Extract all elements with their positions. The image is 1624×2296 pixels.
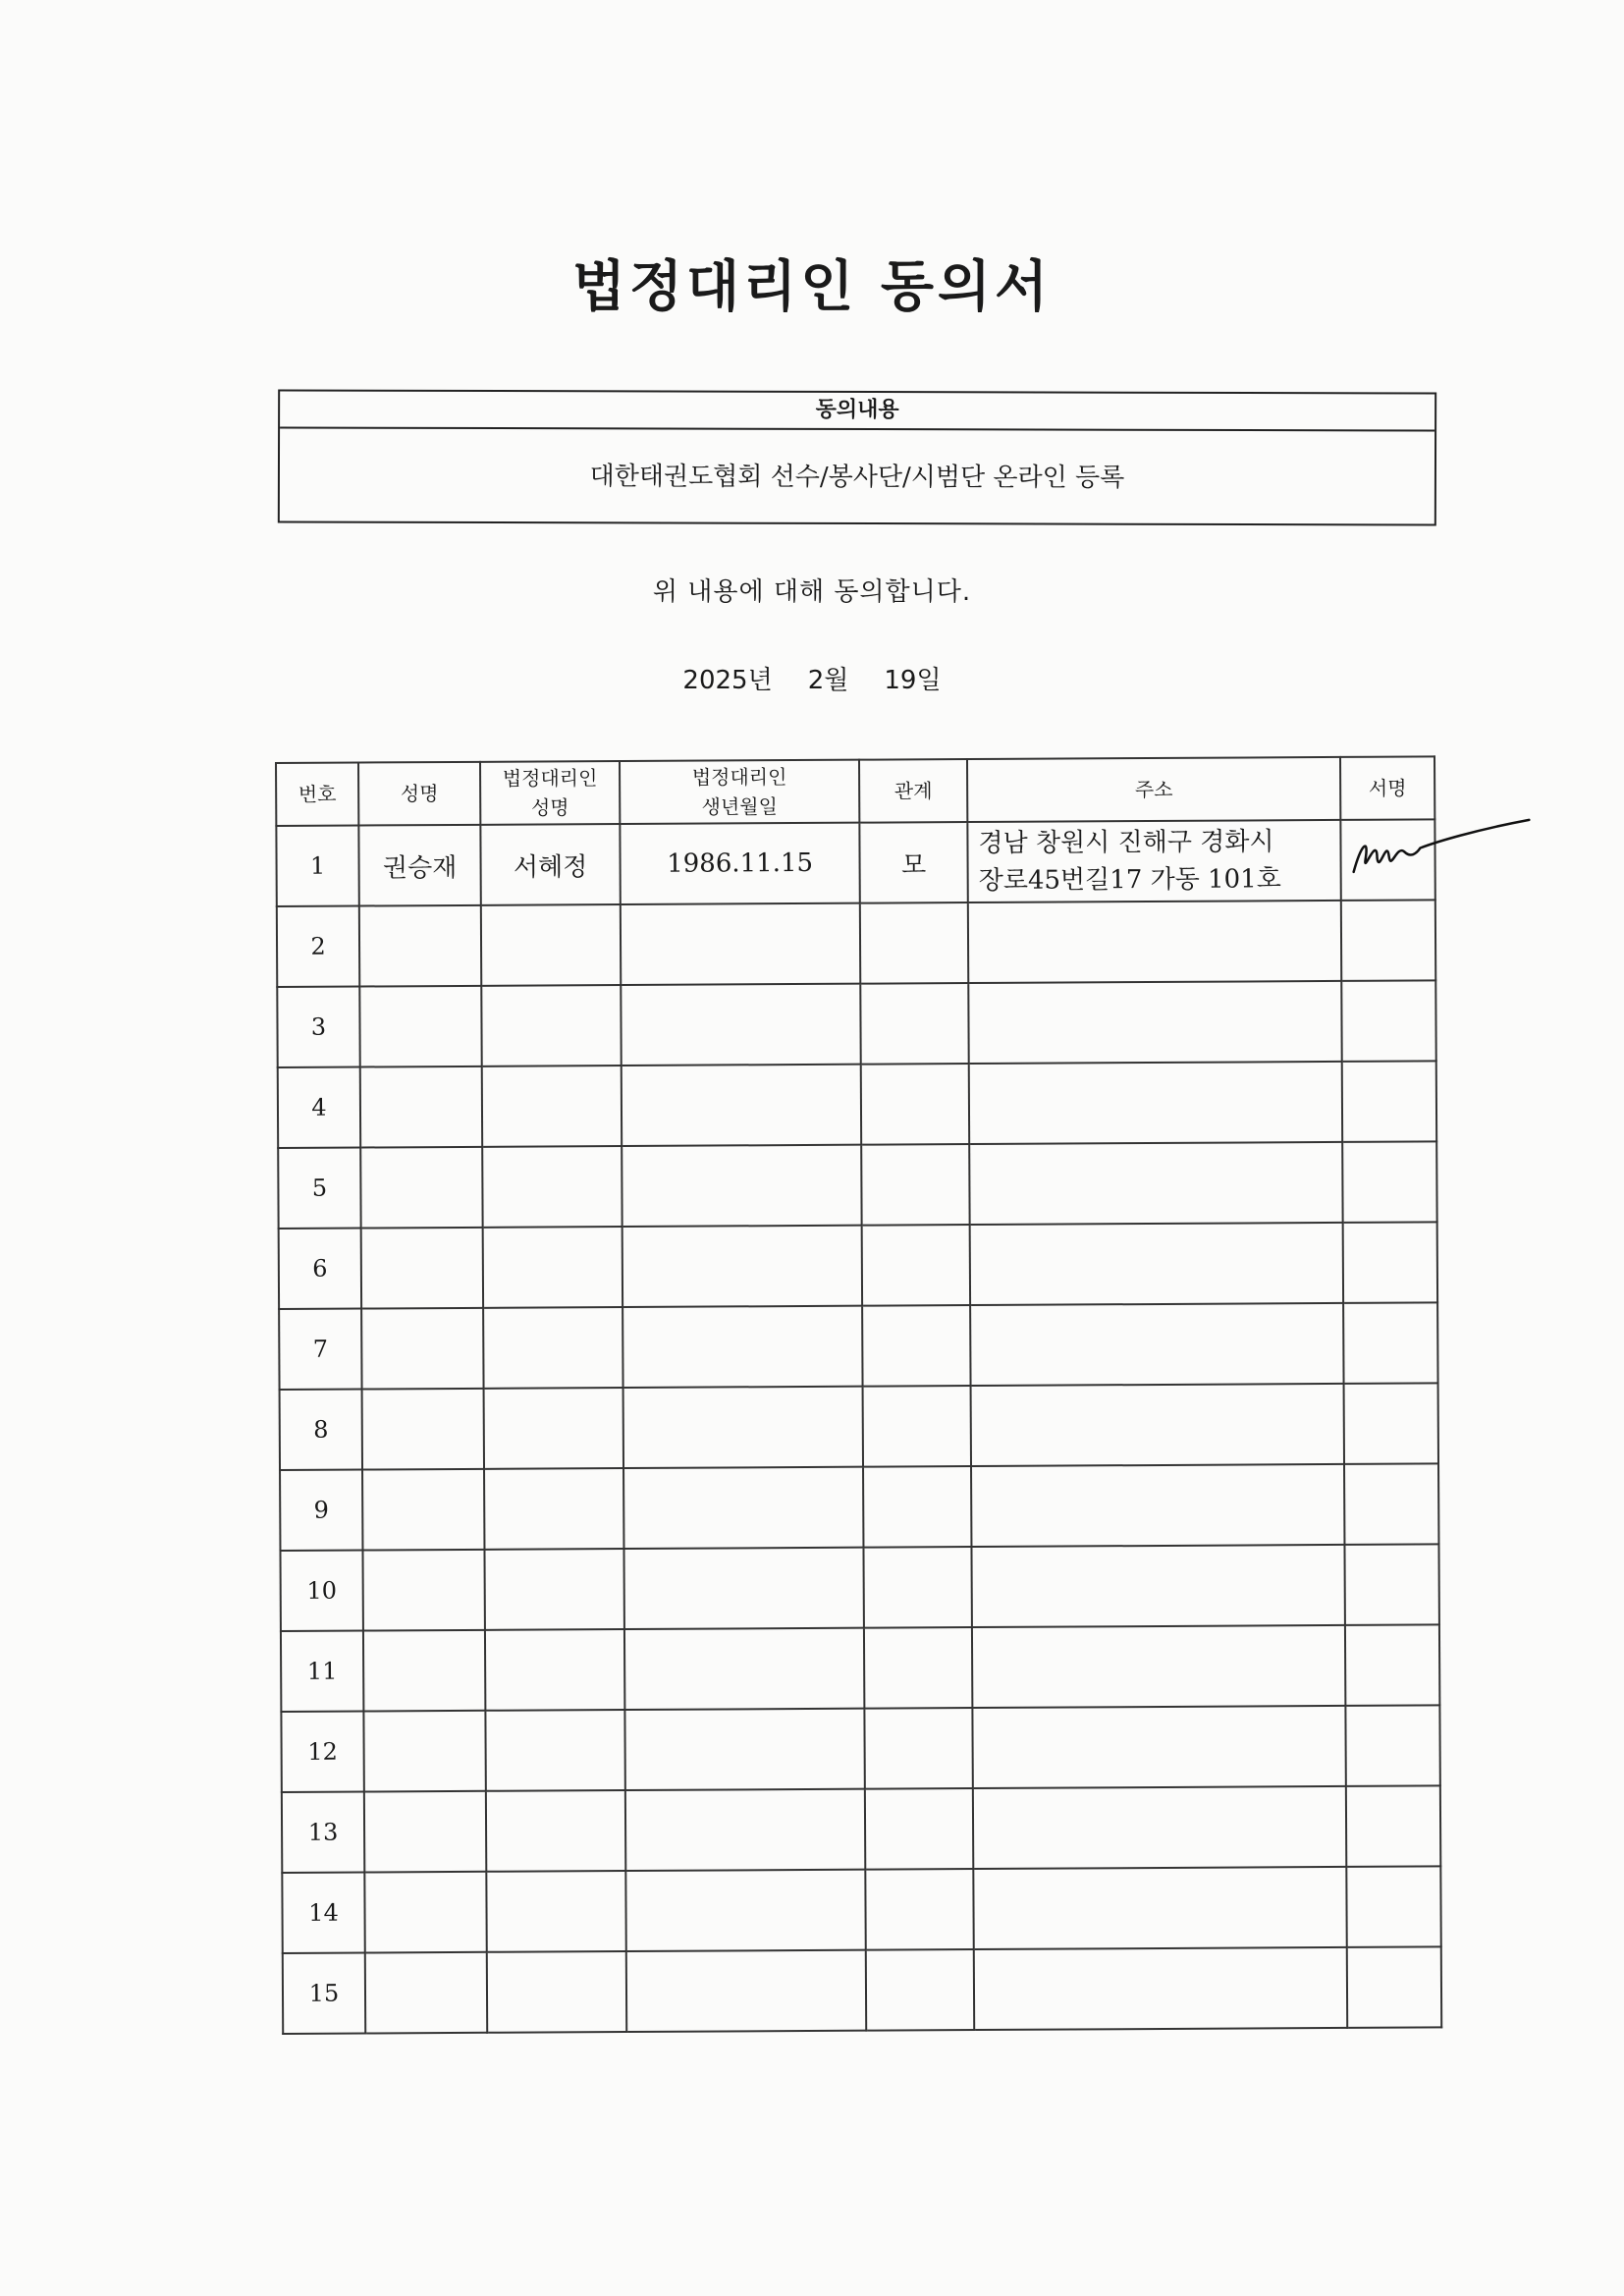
row-relation: 모 xyxy=(859,822,967,903)
row-signature xyxy=(1341,900,1435,981)
table-row xyxy=(278,1061,1436,1148)
header-no: 번호 xyxy=(276,763,358,826)
row-relation xyxy=(860,902,968,984)
row-name: 권승재 xyxy=(358,825,480,906)
table-row xyxy=(280,1383,1438,1470)
row-signature xyxy=(1345,1624,1439,1706)
row-name xyxy=(360,1147,482,1229)
row-guardian-birth xyxy=(622,1065,861,1146)
row-relation xyxy=(865,1788,973,1870)
row-no: 8 xyxy=(280,1390,362,1470)
row-signature xyxy=(1341,980,1435,1062)
row-signature xyxy=(1345,1705,1439,1786)
row-address xyxy=(968,981,1341,1064)
handwritten-signature xyxy=(1347,814,1534,884)
row-name xyxy=(361,1228,483,1309)
row-no: 6 xyxy=(279,1229,361,1309)
row-signature xyxy=(1346,1785,1440,1867)
row-guardian-birth xyxy=(624,1628,864,1710)
header-guardian-birth xyxy=(620,760,859,824)
row-guardian-name xyxy=(481,904,621,986)
row-signature xyxy=(1346,1866,1440,1947)
row-relation xyxy=(863,1466,971,1548)
row-guardian-name: 서혜정 xyxy=(480,824,620,905)
row-signature xyxy=(1344,1383,1438,1464)
row-address xyxy=(970,1223,1343,1305)
row-guardian-birth xyxy=(623,1226,862,1307)
table-row xyxy=(276,819,1435,906)
document-title: 법정대리인 동의서 xyxy=(571,254,1053,319)
table-row xyxy=(280,1544,1438,1631)
row-guardian-name xyxy=(482,1066,622,1147)
row-address xyxy=(973,1867,1346,1949)
row-guardian-name xyxy=(487,1951,626,2033)
row-relation xyxy=(861,1064,969,1145)
row-guardian-name xyxy=(484,1468,623,1550)
table-row xyxy=(281,1705,1439,1792)
row-guardian-birth xyxy=(623,1467,863,1549)
row-no: 13 xyxy=(282,1792,364,1873)
date-day: 19일 xyxy=(884,666,942,695)
row-name xyxy=(362,1550,484,1631)
row-no: 2 xyxy=(277,906,359,987)
table-row xyxy=(279,1222,1437,1309)
row-no: 5 xyxy=(278,1148,360,1229)
row-address xyxy=(974,1947,1347,2030)
row-guardian-name xyxy=(486,1871,625,1952)
table-row xyxy=(283,1946,1441,2034)
row-relation xyxy=(865,1869,973,1950)
row-no: 15 xyxy=(283,1953,365,2034)
table-header-row xyxy=(276,756,1435,826)
table-row xyxy=(282,1866,1440,1953)
row-guardian-name xyxy=(484,1549,623,1630)
row-guardian-birth xyxy=(623,1387,863,1468)
row-relation xyxy=(862,1225,970,1306)
row-guardian-birth xyxy=(626,1950,866,2032)
row-guardian-birth xyxy=(621,984,860,1066)
row-signature xyxy=(1342,1061,1436,1142)
row-signature xyxy=(1342,1141,1436,1223)
row-relation xyxy=(861,1144,969,1226)
row-relation xyxy=(864,1708,972,1789)
row-guardian-birth xyxy=(622,1145,861,1227)
row-guardian-birth xyxy=(625,1789,865,1871)
row-no: 11 xyxy=(281,1631,363,1712)
table-row xyxy=(278,1141,1436,1229)
row-signature xyxy=(1344,1463,1438,1545)
row-address xyxy=(971,1384,1344,1466)
consent-box xyxy=(278,389,1436,525)
header-name: 성명 xyxy=(358,762,480,826)
row-guardian-name xyxy=(483,1227,623,1308)
row-guardian-name xyxy=(482,1146,622,1228)
header-relation: 관계 xyxy=(859,759,967,823)
row-guardian-birth xyxy=(624,1709,864,1790)
row-relation xyxy=(863,1386,971,1467)
table-row xyxy=(277,980,1435,1067)
row-address xyxy=(968,901,1341,983)
row-name xyxy=(364,1791,486,1873)
row-relation xyxy=(866,1949,974,2031)
row-guardian-name xyxy=(486,1790,625,1872)
row-name xyxy=(365,1952,487,2034)
row-no: 12 xyxy=(281,1712,363,1792)
row-signature xyxy=(1344,1544,1438,1625)
row-guardian-birth xyxy=(623,1306,862,1388)
row-guardian-name xyxy=(484,1388,623,1469)
row-guardian-birth xyxy=(621,903,860,985)
row-relation xyxy=(864,1627,972,1709)
row-address xyxy=(971,1464,1344,1547)
row-no: 9 xyxy=(280,1470,362,1551)
row-address xyxy=(973,1786,1346,1869)
row-no: 1 xyxy=(276,826,358,906)
row-no: 14 xyxy=(282,1873,364,1953)
row-name xyxy=(360,1066,482,1148)
row-name xyxy=(364,1872,486,1953)
row-signature xyxy=(1343,1302,1437,1384)
row-address xyxy=(969,1062,1342,1144)
row-name xyxy=(362,1469,484,1551)
row-name xyxy=(359,905,481,987)
signing-date xyxy=(0,660,1624,696)
row-address xyxy=(972,1706,1345,1788)
row-address xyxy=(972,1625,1345,1708)
row-relation xyxy=(860,983,968,1065)
header-guardian-birth-line1: 법정대리인 xyxy=(691,765,787,790)
consent-content: 대한태권도협회 선수/봉사단/시범단 온라인 등록 xyxy=(589,462,1125,493)
row-name xyxy=(361,1308,483,1390)
date-year: 2025년 xyxy=(682,666,773,695)
row-guardian-birth: 1986.11.15 xyxy=(620,823,859,904)
consent-header: 동의내용 xyxy=(280,391,1435,431)
header-signature: 서명 xyxy=(1340,756,1435,820)
row-address xyxy=(970,1303,1343,1386)
row-name xyxy=(363,1711,485,1792)
row-address-line2: 장로45번길17 가동 101호 xyxy=(978,864,1281,896)
row-no: 7 xyxy=(279,1309,361,1390)
header-guardian-name-line1: 법정대리인 xyxy=(502,766,598,791)
row-guardian-name xyxy=(485,1629,624,1711)
row-guardian-name xyxy=(485,1710,624,1791)
date-month: 2월 xyxy=(807,666,849,695)
row-guardian-name xyxy=(481,985,621,1066)
row-no: 3 xyxy=(277,987,359,1067)
row-address-line1: 경남 창원시 진해구 경화시 xyxy=(978,827,1274,858)
table-row xyxy=(281,1624,1439,1712)
agreement-statement: 위 내용에 대해 동의합니다. xyxy=(652,577,972,607)
row-signature xyxy=(1343,1222,1437,1303)
row-signature xyxy=(1347,1946,1441,2028)
table-row xyxy=(279,1302,1437,1390)
guardian-table xyxy=(275,755,1442,2035)
header-guardian-name-line2: 성명 xyxy=(530,795,569,820)
header-guardian-birth-line2: 생년월일 xyxy=(701,794,778,819)
table-row xyxy=(282,1785,1440,1873)
row-no: 4 xyxy=(278,1067,360,1148)
table-row xyxy=(277,900,1435,987)
row-guardian-birth xyxy=(623,1548,863,1629)
row-relation xyxy=(862,1305,970,1387)
row-address xyxy=(971,1545,1344,1627)
table-row xyxy=(280,1463,1438,1551)
row-relation xyxy=(863,1547,971,1628)
row-address xyxy=(969,1142,1342,1225)
row-name xyxy=(363,1630,485,1712)
row-guardian-birth xyxy=(625,1870,865,1951)
row-address xyxy=(967,820,1340,902)
row-name xyxy=(362,1389,484,1470)
row-name xyxy=(359,986,481,1067)
row-no: 10 xyxy=(280,1551,362,1631)
row-guardian-name xyxy=(483,1307,623,1389)
header-address: 주소 xyxy=(967,757,1340,822)
header-guardian-name xyxy=(480,761,620,825)
row-signature xyxy=(1340,819,1435,901)
